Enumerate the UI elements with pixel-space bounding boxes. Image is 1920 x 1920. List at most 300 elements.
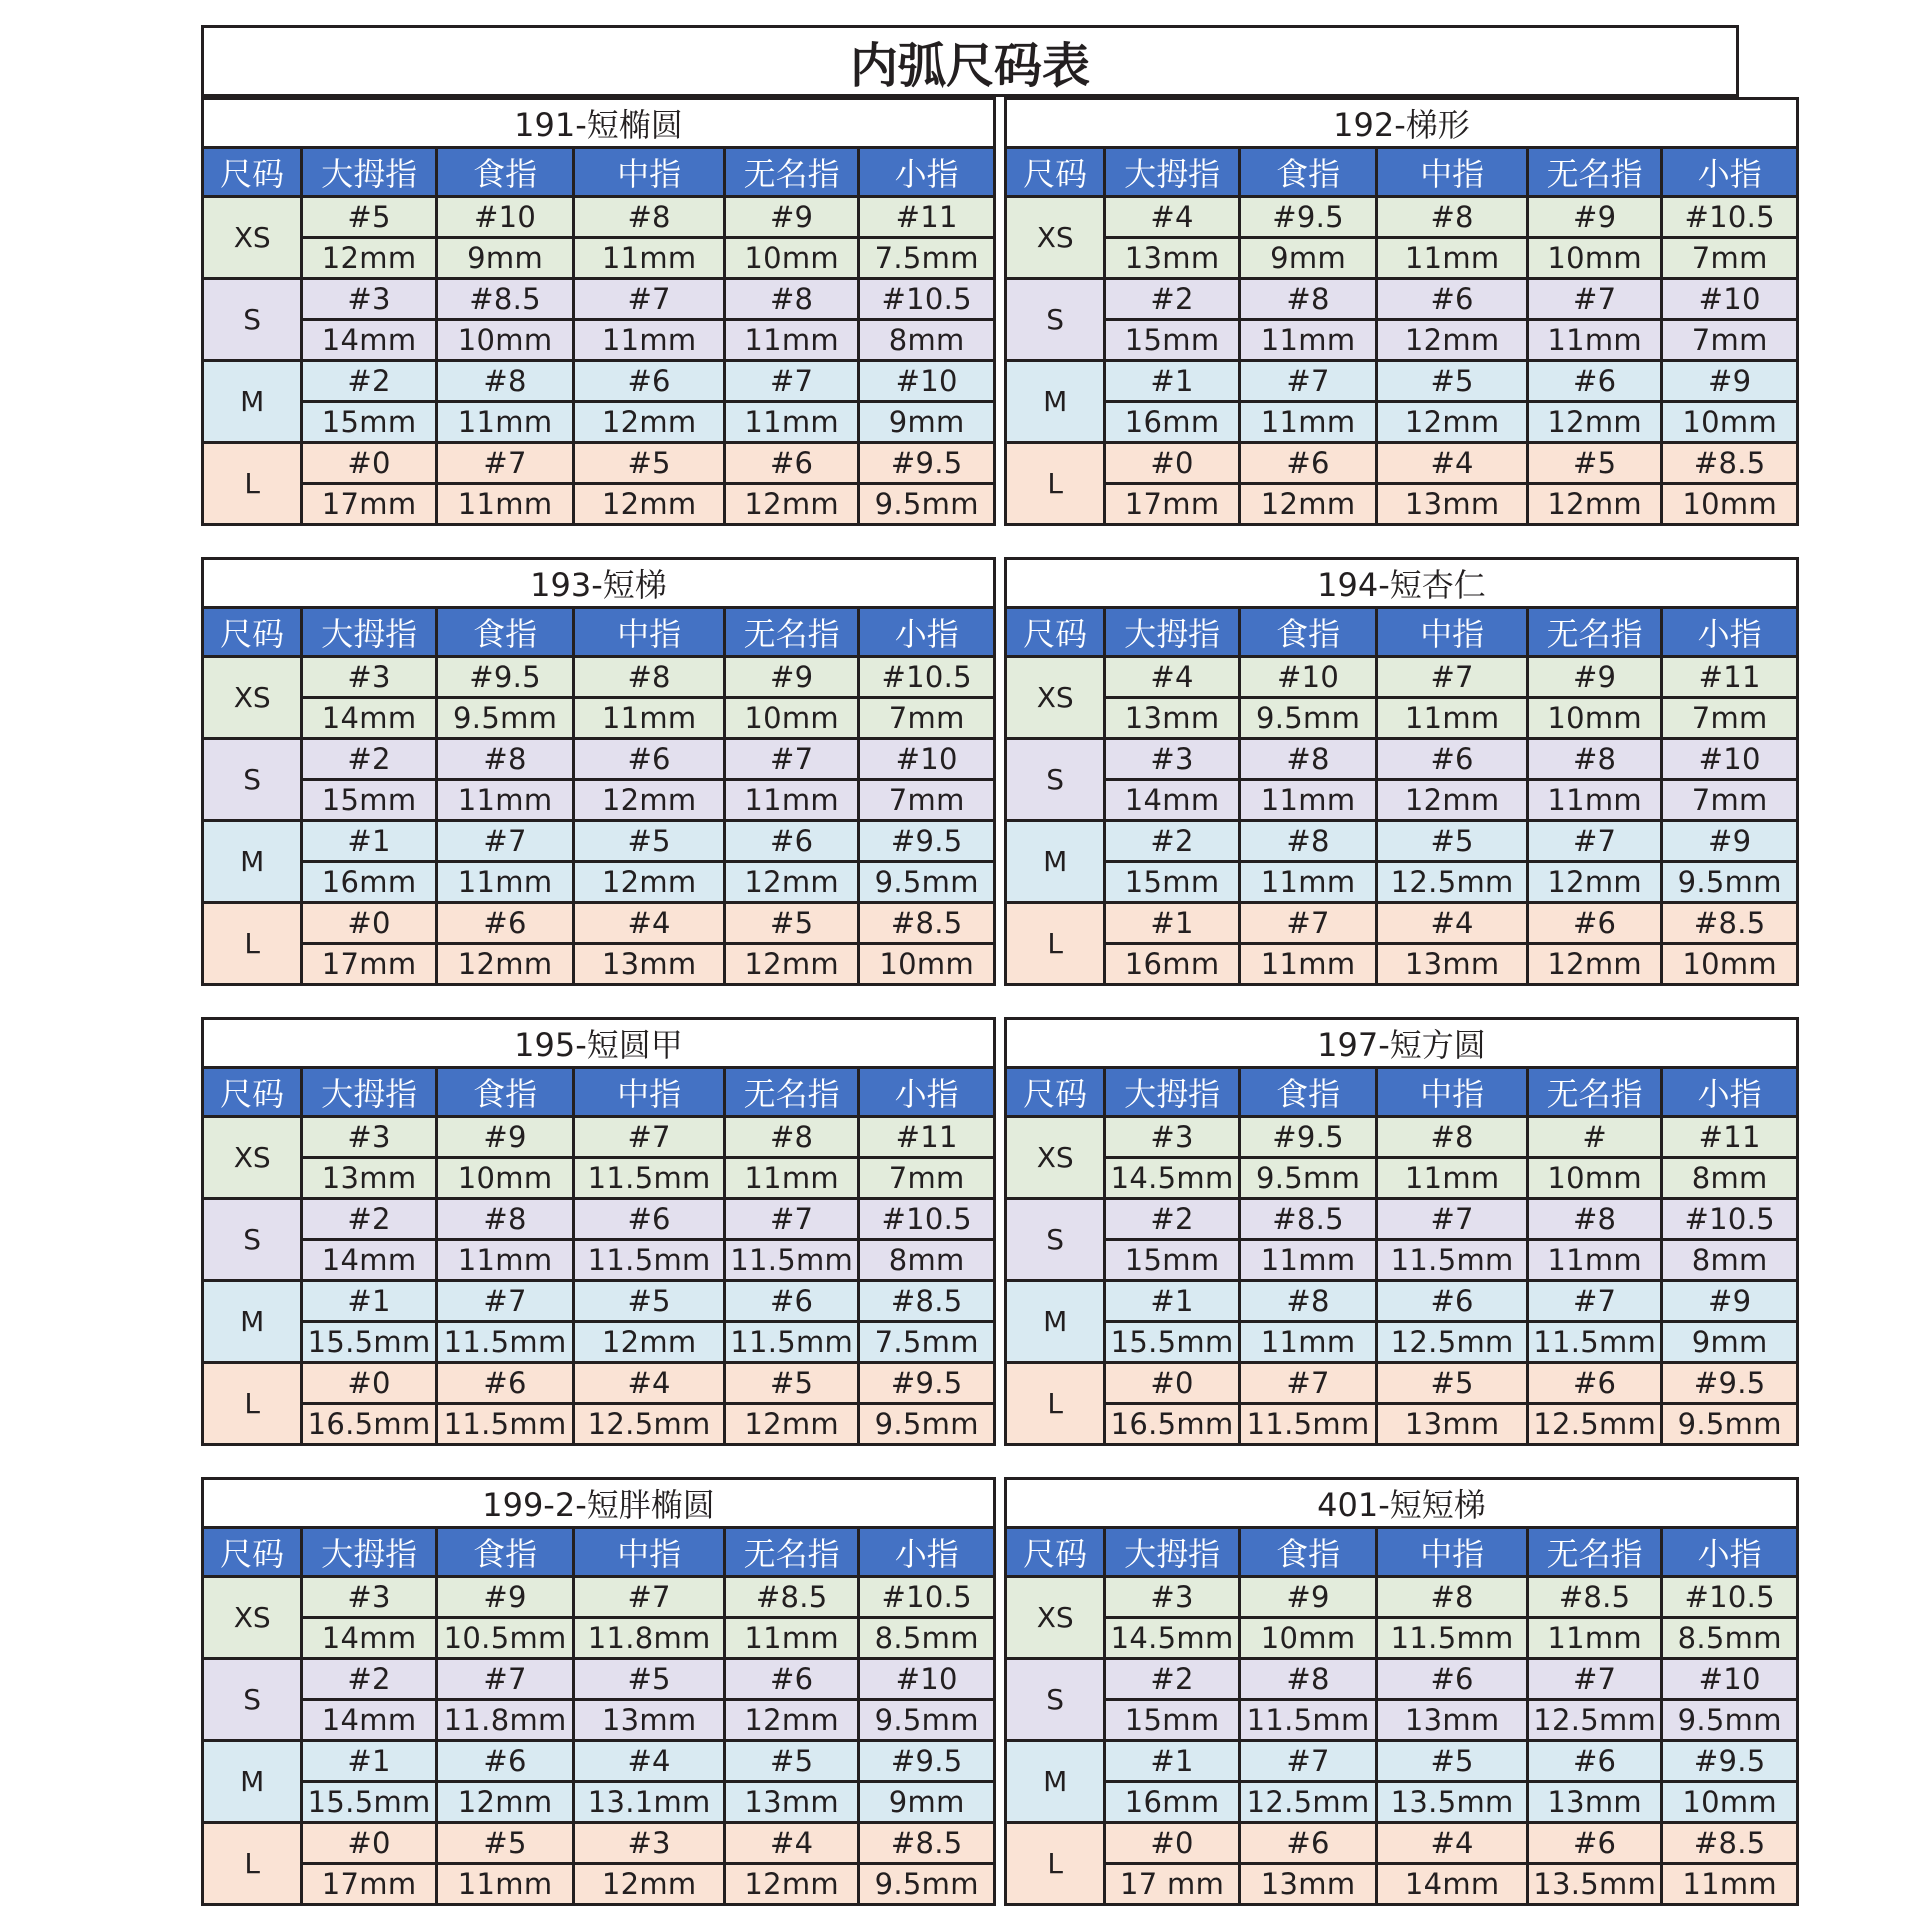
ring-number-cell: #8 — [1377, 197, 1528, 238]
width-mm-cell: 12mm — [724, 944, 859, 985]
width-mm-cell: 13mm — [1377, 944, 1528, 985]
column-header: 尺码 — [1006, 1528, 1105, 1577]
width-mm-cell: 12mm — [436, 944, 574, 985]
ring-number-cell: #5 — [436, 1823, 574, 1864]
table-row — [1006, 1618, 1798, 1659]
table-row — [203, 361, 995, 402]
column-header: 中指 — [1377, 608, 1528, 657]
width-mm-cell: 14mm — [302, 320, 436, 361]
ring-number-cell: #3 — [302, 1577, 437, 1618]
width-mm-cell: 12.5mm — [1239, 1782, 1377, 1823]
width-mm-cell: 15mm — [1105, 1240, 1239, 1281]
width-mm-cell: 9.5mm — [1239, 698, 1377, 739]
width-mm-cell: 12mm — [724, 1404, 858, 1445]
width-mm-cell: 11mm — [724, 320, 858, 361]
ring-number-cell: #1 — [302, 821, 437, 862]
size-label: L — [203, 903, 302, 985]
size-label: XS — [1006, 657, 1105, 739]
width-mm-cell: 11.5mm — [436, 1322, 574, 1363]
width-mm-cell: 12mm — [724, 1864, 859, 1905]
ring-number-cell: #6 — [574, 1199, 725, 1240]
ring-number-cell: #8 — [1239, 279, 1377, 320]
width-mm-cell: 11.5mm — [1239, 1404, 1377, 1445]
header-row — [203, 1528, 995, 1577]
column-header: 无名指 — [724, 608, 859, 657]
table-row — [203, 1404, 995, 1445]
width-mm-cell: 11.5mm — [574, 1240, 725, 1281]
table-row — [1006, 1577, 1798, 1618]
ring-number-cell: #1 — [1105, 1281, 1239, 1322]
table-row — [203, 780, 995, 821]
table-row — [203, 821, 995, 862]
table-row — [203, 1741, 995, 1782]
column-header: 小指 — [1662, 1528, 1798, 1577]
header-row — [1006, 1068, 1798, 1117]
width-mm-cell: 15mm — [1105, 862, 1239, 903]
column-header: 尺码 — [1006, 1068, 1105, 1117]
size-label: XS — [1006, 1577, 1105, 1659]
table-row — [203, 657, 995, 698]
table-row — [203, 1659, 995, 1700]
width-mm-cell: 7mm — [1662, 780, 1798, 821]
header-row — [203, 608, 995, 657]
size-table — [1004, 557, 1799, 986]
ring-number-cell: #7 — [1527, 279, 1662, 320]
ring-number-cell: #7 — [1239, 1741, 1377, 1782]
ring-number-cell: #10 — [859, 1659, 995, 1700]
width-mm-cell: 9.5mm — [1662, 1404, 1798, 1445]
width-mm-cell: 16mm — [1105, 402, 1240, 443]
ring-number-cell: #6 — [436, 1363, 574, 1404]
width-mm-cell: 11mm — [436, 862, 574, 903]
ring-number-cell: #8 — [1239, 1281, 1377, 1322]
table-row — [1006, 197, 1798, 238]
ring-number-cell: #9.5 — [859, 443, 995, 484]
width-mm-cell: 11mm — [1377, 238, 1528, 279]
table-row — [203, 238, 995, 279]
width-mm-cell: 16mm — [1105, 944, 1239, 985]
width-mm-cell: 8mm — [1662, 1240, 1798, 1281]
width-mm-cell: 15.5mm — [302, 1322, 436, 1363]
width-mm-cell: 14mm — [302, 1700, 437, 1741]
table-row — [203, 1281, 995, 1322]
column-header: 中指 — [1377, 148, 1528, 197]
width-mm-cell: 10.5mm — [436, 1618, 574, 1659]
ring-number-cell: #0 — [302, 443, 436, 484]
table-row — [203, 320, 995, 361]
table-row — [1006, 944, 1798, 985]
column-header: 中指 — [574, 1068, 725, 1117]
width-mm-cell: 12mm — [574, 402, 725, 443]
ring-number-cell: #7 — [724, 1199, 858, 1240]
width-mm-cell: 8mm — [1662, 1158, 1798, 1199]
size-label: L — [1006, 1363, 1105, 1445]
table-row — [1006, 361, 1798, 402]
ring-number-cell: #9 — [1662, 821, 1798, 862]
width-mm-cell: 9.5mm — [436, 698, 574, 739]
page-title: 内弧尺码表 — [201, 25, 1739, 97]
ring-number-cell: #2 — [302, 1199, 436, 1240]
width-mm-cell: 13.5mm — [1527, 1864, 1661, 1905]
column-header: 大拇指 — [1105, 608, 1239, 657]
column-header: 尺码 — [203, 608, 302, 657]
width-mm-cell: 11mm — [1527, 780, 1661, 821]
width-mm-cell: 17mm — [302, 1864, 437, 1905]
header-row — [203, 148, 995, 197]
width-mm-cell: 15.5mm — [302, 1782, 437, 1823]
ring-number-cell: #5 — [1377, 821, 1528, 862]
ring-number-cell: #8 — [1527, 739, 1661, 780]
column-header: 尺码 — [203, 148, 302, 197]
size-table — [201, 97, 996, 526]
ring-number-cell: #6 — [436, 903, 574, 944]
width-mm-cell: 11mm — [724, 402, 858, 443]
width-mm-cell: 16.5mm — [302, 1404, 436, 1445]
ring-number-cell: #9.5 — [436, 657, 574, 698]
table-row — [1006, 698, 1798, 739]
column-header: 小指 — [859, 1068, 995, 1117]
table-row — [1006, 1659, 1798, 1700]
ring-number-cell: #8.5 — [436, 279, 574, 320]
table-row — [1006, 1782, 1798, 1823]
column-header: 尺码 — [1006, 148, 1105, 197]
table-row — [203, 698, 995, 739]
ring-number-cell: # — [1527, 1117, 1661, 1158]
ring-number-cell: #3 — [574, 1823, 725, 1864]
size-label: L — [1006, 443, 1105, 525]
width-mm-cell: 13mm — [1377, 1404, 1528, 1445]
table-title: 191-短椭圆 — [203, 99, 995, 148]
width-mm-cell: 11mm — [1527, 320, 1662, 361]
width-mm-cell: 14mm — [302, 1240, 436, 1281]
width-mm-cell: 15mm — [1105, 320, 1240, 361]
width-mm-cell: 13.5mm — [1377, 1782, 1528, 1823]
size-label: L — [1006, 903, 1105, 985]
width-mm-cell: 11mm — [724, 1618, 859, 1659]
table-row — [203, 443, 995, 484]
ring-number-cell: #4 — [724, 1823, 859, 1864]
table-row — [1006, 1823, 1798, 1864]
size-label: M — [203, 821, 302, 903]
ring-number-cell: #6 — [1527, 1741, 1661, 1782]
width-mm-cell: 13mm — [1377, 484, 1528, 525]
table-row — [203, 1158, 995, 1199]
width-mm-cell: 13mm — [1239, 1864, 1377, 1905]
ring-number-cell: #7 — [1527, 821, 1661, 862]
column-header: 大拇指 — [302, 148, 436, 197]
width-mm-cell: 11mm — [436, 402, 574, 443]
width-mm-cell: 11mm — [436, 484, 574, 525]
width-mm-cell: 13mm — [1105, 698, 1239, 739]
width-mm-cell: 11.5mm — [1527, 1322, 1661, 1363]
width-mm-cell: 9.5mm — [859, 1700, 995, 1741]
width-mm-cell: 10mm — [1662, 402, 1798, 443]
width-mm-cell: 10mm — [1662, 1782, 1798, 1823]
width-mm-cell: 10mm — [1662, 944, 1798, 985]
size-table — [1004, 1017, 1799, 1446]
ring-number-cell: #8 — [1239, 821, 1377, 862]
ring-number-cell: #7 — [1239, 361, 1377, 402]
width-mm-cell: 10mm — [859, 944, 995, 985]
width-mm-cell: 11.5mm — [724, 1322, 858, 1363]
ring-number-cell: #2 — [1105, 279, 1240, 320]
width-mm-cell: 10mm — [724, 238, 858, 279]
table-row — [1006, 1199, 1798, 1240]
width-mm-cell: 13mm — [574, 944, 725, 985]
width-mm-cell: 11mm — [1239, 862, 1377, 903]
size-label: M — [1006, 1281, 1105, 1363]
ring-number-cell: #4 — [574, 903, 725, 944]
column-header: 无名指 — [1527, 608, 1661, 657]
size-label: S — [203, 1199, 302, 1281]
ring-number-cell: #9.5 — [1662, 1363, 1798, 1404]
width-mm-cell: 12.5mm — [574, 1404, 725, 1445]
ring-number-cell: #7 — [436, 821, 574, 862]
column-header: 无名指 — [724, 148, 858, 197]
column-header: 大拇指 — [302, 1528, 437, 1577]
table-row — [203, 1618, 995, 1659]
ring-number-cell: #7 — [436, 1659, 574, 1700]
width-mm-cell: 12mm — [574, 484, 725, 525]
ring-number-cell: #8.5 — [1662, 1823, 1798, 1864]
width-mm-cell: 10mm — [1527, 238, 1662, 279]
ring-number-cell: #9 — [724, 657, 859, 698]
width-mm-cell: 11mm — [1377, 698, 1528, 739]
width-mm-cell: 12mm — [1527, 944, 1661, 985]
ring-number-cell: #7 — [724, 361, 858, 402]
ring-number-cell: #5 — [1377, 361, 1528, 402]
ring-number-cell: #10 — [1662, 739, 1798, 780]
table-row — [203, 1322, 995, 1363]
width-mm-cell: 12.5mm — [1527, 1700, 1661, 1741]
column-header: 食指 — [1239, 1068, 1377, 1117]
column-header: 小指 — [859, 148, 995, 197]
ring-number-cell: #10 — [1662, 1659, 1798, 1700]
ring-number-cell: #0 — [1105, 1823, 1239, 1864]
table-row — [203, 1240, 995, 1281]
width-mm-cell: 8.5mm — [1662, 1618, 1798, 1659]
width-mm-cell: 15.5mm — [1105, 1322, 1239, 1363]
width-mm-cell: 12mm — [724, 862, 859, 903]
width-mm-cell: 11mm — [1239, 944, 1377, 985]
width-mm-cell: 11mm — [1527, 1240, 1661, 1281]
width-mm-cell: 13mm — [574, 1700, 725, 1741]
width-mm-cell: 7mm — [1662, 238, 1798, 279]
width-mm-cell: 11mm — [1239, 1322, 1377, 1363]
ring-number-cell: #5 — [1527, 443, 1662, 484]
ring-number-cell: #8 — [1377, 1117, 1528, 1158]
width-mm-cell: 17mm — [302, 944, 437, 985]
width-mm-cell: 7mm — [1662, 320, 1798, 361]
ring-number-cell: #6 — [724, 821, 859, 862]
width-mm-cell: 11.5mm — [1377, 1240, 1528, 1281]
width-mm-cell: 12mm — [436, 1782, 574, 1823]
size-label: L — [203, 1823, 302, 1905]
ring-number-cell: #3 — [302, 657, 437, 698]
column-header: 食指 — [436, 1528, 574, 1577]
ring-number-cell: #5 — [574, 1281, 725, 1322]
width-mm-cell: 12mm — [1377, 320, 1528, 361]
ring-number-cell: #5 — [724, 1363, 858, 1404]
width-mm-cell: 11.5mm — [436, 1404, 574, 1445]
table-row — [1006, 903, 1798, 944]
header-row — [1006, 1528, 1798, 1577]
width-mm-cell: 11mm — [436, 1864, 574, 1905]
column-header: 无名指 — [1527, 1528, 1661, 1577]
ring-number-cell: #9.5 — [859, 1741, 995, 1782]
column-header: 食指 — [1239, 1528, 1377, 1577]
ring-number-cell: #4 — [1105, 657, 1239, 698]
table-row — [203, 862, 995, 903]
ring-number-cell: #3 — [1105, 1117, 1239, 1158]
table-row — [1006, 862, 1798, 903]
ring-number-cell: #10 — [859, 739, 995, 780]
table-row — [203, 1823, 995, 1864]
ring-number-cell: #8 — [724, 279, 858, 320]
table-row — [1006, 402, 1798, 443]
ring-number-cell: #6 — [1527, 903, 1661, 944]
ring-number-cell: #8 — [574, 197, 725, 238]
column-header: 小指 — [1662, 608, 1798, 657]
width-mm-cell: 11.8mm — [436, 1700, 574, 1741]
size-label: S — [1006, 1659, 1105, 1741]
size-label: M — [203, 1741, 302, 1823]
width-mm-cell: 12.5mm — [1527, 1404, 1661, 1445]
size-label: XS — [1006, 197, 1105, 279]
ring-number-cell: #9.5 — [1239, 197, 1377, 238]
ring-number-cell: #0 — [302, 903, 437, 944]
ring-number-cell: #9 — [436, 1117, 574, 1158]
ring-number-cell: #9 — [1527, 657, 1661, 698]
ring-number-cell: #10.5 — [859, 279, 995, 320]
column-header: 大拇指 — [1105, 148, 1240, 197]
table-row — [1006, 484, 1798, 525]
ring-number-cell: #9 — [1239, 1577, 1377, 1618]
size-label: M — [1006, 821, 1105, 903]
ring-number-cell: #9 — [1662, 361, 1798, 402]
ring-number-cell: #4 — [1105, 197, 1240, 238]
ring-number-cell: #7 — [1527, 1281, 1661, 1322]
width-mm-cell: 10mm — [1527, 1158, 1661, 1199]
ring-number-cell: #10 — [859, 361, 995, 402]
ring-number-cell: #5 — [302, 197, 436, 238]
table-row — [1006, 238, 1798, 279]
width-mm-cell: 11.5mm — [1239, 1700, 1377, 1741]
table-row — [1006, 279, 1798, 320]
ring-number-cell: #4 — [1377, 443, 1528, 484]
size-label: M — [203, 1281, 302, 1363]
header-row — [203, 1068, 995, 1117]
table-row — [203, 484, 995, 525]
ring-number-cell: #6 — [574, 739, 725, 780]
table-row — [1006, 1240, 1798, 1281]
width-mm-cell: 11mm — [574, 698, 725, 739]
width-mm-cell: 12mm — [1239, 484, 1377, 525]
ring-number-cell: #11 — [1662, 657, 1798, 698]
width-mm-cell: 11mm — [436, 780, 574, 821]
width-mm-cell: 9.5mm — [859, 484, 995, 525]
ring-number-cell: #6 — [1527, 1823, 1661, 1864]
width-mm-cell: 7.5mm — [859, 238, 995, 279]
width-mm-cell: 15mm — [302, 402, 436, 443]
column-header: 无名指 — [1527, 1068, 1661, 1117]
ring-number-cell: #2 — [1105, 1659, 1239, 1700]
column-header: 无名指 — [724, 1528, 859, 1577]
size-table — [1004, 97, 1799, 526]
column-header: 中指 — [1377, 1068, 1528, 1117]
ring-number-cell: #6 — [1527, 361, 1662, 402]
header-row — [1006, 608, 1798, 657]
width-mm-cell: 14mm — [302, 1618, 437, 1659]
table-row — [1006, 1700, 1798, 1741]
ring-number-cell: #0 — [302, 1363, 436, 1404]
width-mm-cell: 13mm — [1105, 238, 1240, 279]
ring-number-cell: #5 — [1377, 1363, 1528, 1404]
size-chart-sheet — [201, 25, 1782, 1920]
ring-number-cell: #10.5 — [1662, 197, 1798, 238]
size-label: M — [1006, 1741, 1105, 1823]
table-row — [1006, 739, 1798, 780]
ring-number-cell: #8.5 — [724, 1577, 859, 1618]
size-label: XS — [1006, 1117, 1105, 1199]
width-mm-cell: 15mm — [302, 780, 437, 821]
column-header: 大拇指 — [302, 608, 437, 657]
width-mm-cell: 12mm — [724, 484, 858, 525]
table-title: 199-2-短胖椭圆 — [203, 1479, 995, 1528]
ring-number-cell: #4 — [574, 1363, 725, 1404]
ring-number-cell: #9 — [1527, 197, 1662, 238]
column-header: 中指 — [574, 148, 725, 197]
ring-number-cell: #9 — [436, 1577, 574, 1618]
width-mm-cell: 17 mm — [1105, 1864, 1239, 1905]
width-mm-cell: 12mm — [574, 862, 725, 903]
ring-number-cell: #4 — [574, 1741, 725, 1782]
width-mm-cell: 16mm — [302, 862, 437, 903]
column-header: 食指 — [1239, 608, 1377, 657]
table-row — [1006, 780, 1798, 821]
width-mm-cell: 10mm — [1527, 698, 1661, 739]
width-mm-cell: 11.5mm — [724, 1240, 858, 1281]
width-mm-cell: 10mm — [436, 1158, 574, 1199]
ring-number-cell: #1 — [1105, 1741, 1239, 1782]
ring-number-cell: #6 — [1239, 1823, 1377, 1864]
column-header: 食指 — [436, 608, 574, 657]
ring-number-cell: #5 — [1377, 1741, 1528, 1782]
width-mm-cell: 9.5mm — [859, 862, 995, 903]
ring-number-cell: #3 — [302, 279, 436, 320]
width-mm-cell: 11mm — [1377, 1158, 1528, 1199]
width-mm-cell: 13mm — [302, 1158, 436, 1199]
width-mm-cell: 15mm — [1105, 1700, 1239, 1741]
width-mm-cell: 14mm — [1377, 1864, 1528, 1905]
ring-number-cell: #7 — [724, 739, 859, 780]
ring-number-cell: #11 — [859, 1117, 995, 1158]
column-header: 食指 — [1239, 148, 1377, 197]
table-title: 401-短短梯 — [1006, 1479, 1798, 1528]
width-mm-cell: 9.5mm — [859, 1404, 995, 1445]
width-mm-cell: 9mm — [859, 402, 995, 443]
table-row — [1006, 821, 1798, 862]
table-row — [203, 197, 995, 238]
size-label: S — [1006, 1199, 1105, 1281]
size-label: XS — [203, 657, 302, 739]
table-title: 197-短方圆 — [1006, 1019, 1798, 1068]
ring-number-cell: #7 — [436, 443, 574, 484]
ring-number-cell: #10 — [1662, 279, 1798, 320]
ring-number-cell: #9.5 — [1662, 1741, 1798, 1782]
width-mm-cell: 8mm — [859, 320, 995, 361]
column-header: 无名指 — [1527, 148, 1662, 197]
